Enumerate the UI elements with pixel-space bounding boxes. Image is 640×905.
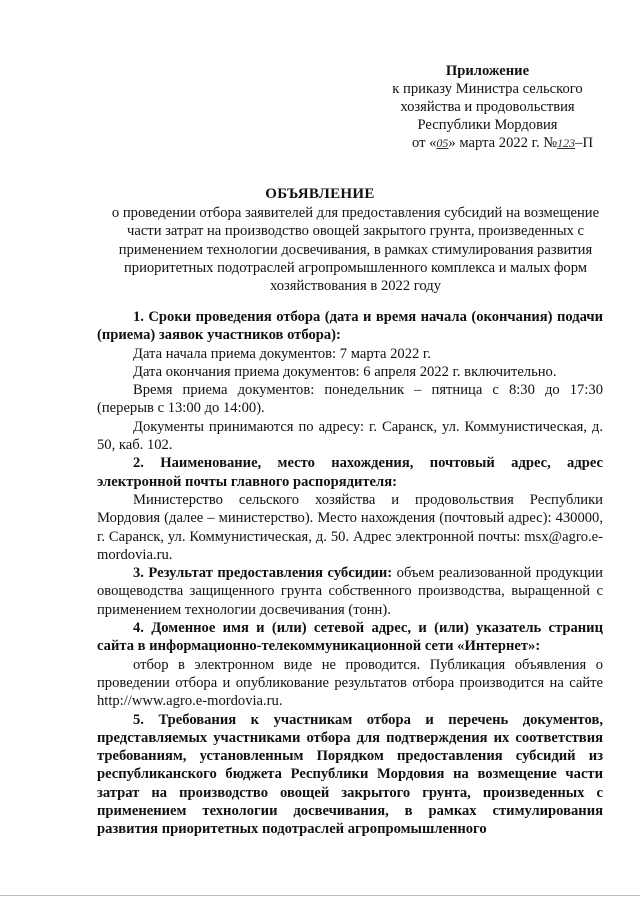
- page-bottom-divider: [0, 895, 640, 896]
- appendix-line-3: Республики Мордовия: [417, 117, 558, 133]
- section-2-heading: 2. Наименование, место нахождения, почтовый адрес, адрес электронной почты главного распорядителя:: [97, 455, 603, 490]
- appendix-line-2: хозяйства и продовольствия: [400, 99, 575, 115]
- section-1-heading: 1. Сроки проведения отбора (дата и время начала (окончания) подачи (приема) заявок участников отбора):: [97, 309, 603, 344]
- appendix-line-1: к приказу Министра сельского: [392, 81, 583, 97]
- section-3-text: объем реализованной продукции овощеводства защищенного грунта собственного производства, выращенной с применением технологии досвечивания (тонн).: [97, 565, 603, 618]
- handwritten-day: 05: [436, 136, 449, 150]
- date-prefix: от «: [411, 135, 437, 151]
- document-title: ОБЪЯВЛЕНИЕ: [265, 186, 375, 202]
- order-date-line: [360, 134, 615, 152]
- document-body: [97, 308, 603, 839]
- section-5-heading: 5. Требования к участникам отбора и перечень документов, представляемых участниками отбора для подтверждения их соответствия требованиям, установленным Порядком предоставления субсидий из республиканского бюджета Республики Мордовия на возмещение части затрат на производство овощей закрытого грунта, произведенных с применением технологии досвечивания, в рамках стимулирования развития приоритетных подотраслей агропромышленного: [97, 711, 603, 838]
- section-2-text: Министерство сельского хозяйства и продовольствия Республики Мордовия (далее – министерство). Место нахождения (почтовый адрес): 430000, г. Саранск, ул. Коммунистическая, д. 50. Адрес электронной почты: msx@agro.e-mordovia.ru.: [97, 491, 603, 563]
- section-1-start-date: Дата начала приема документов: 7 марта 2022 г.: [133, 345, 431, 362]
- section-3-paragraph: [97, 564, 603, 619]
- appendix-title: Приложение: [445, 63, 530, 79]
- section-1-hours: Время приема документов: понедельник – пятница с 8:30 до 17:30 (перерыв с 13:00 до 14:00).: [97, 382, 603, 417]
- section-1-end-date: Дата окончания приема документов: 6 апреля 2022 г. включительно.: [133, 363, 557, 380]
- handwritten-number: 123: [557, 136, 576, 150]
- section-3-heading: 3. Результат предоставления субсидии:: [133, 565, 393, 582]
- date-suffix: –П: [575, 135, 594, 151]
- date-middle: » марта 2022 г. №: [448, 135, 558, 151]
- section-1-address: Документы принимаются по адресу: г. Саранск, ул. Коммунистическая, д. 50, каб. 102.: [97, 418, 603, 454]
- appendix-block: [360, 62, 615, 152]
- section-4-text: отбор в электронном виде не проводится. Публикация объявления о проведении отбора и опубликование результатов отбора производится на сайте http://www.agro.e-mordovia.ru.: [97, 656, 603, 710]
- section-4-heading: 4. Доменное имя и (или) сетевой адрес, и (или) указатель страниц сайта в информационно-телекоммуникационной сети «Интернет»:: [97, 620, 603, 655]
- document-subtitle: о проведении отбора заявителей для предоставления субсидий на возмещение части затрат на производство овощей закрытого грунта, произведенных с применением технологии досвечивания, в рамках стимулирования развития приоритетных подотраслей агропромышленного комплекса и малых форм хозяйствования в 2022 году: [111, 205, 600, 295]
